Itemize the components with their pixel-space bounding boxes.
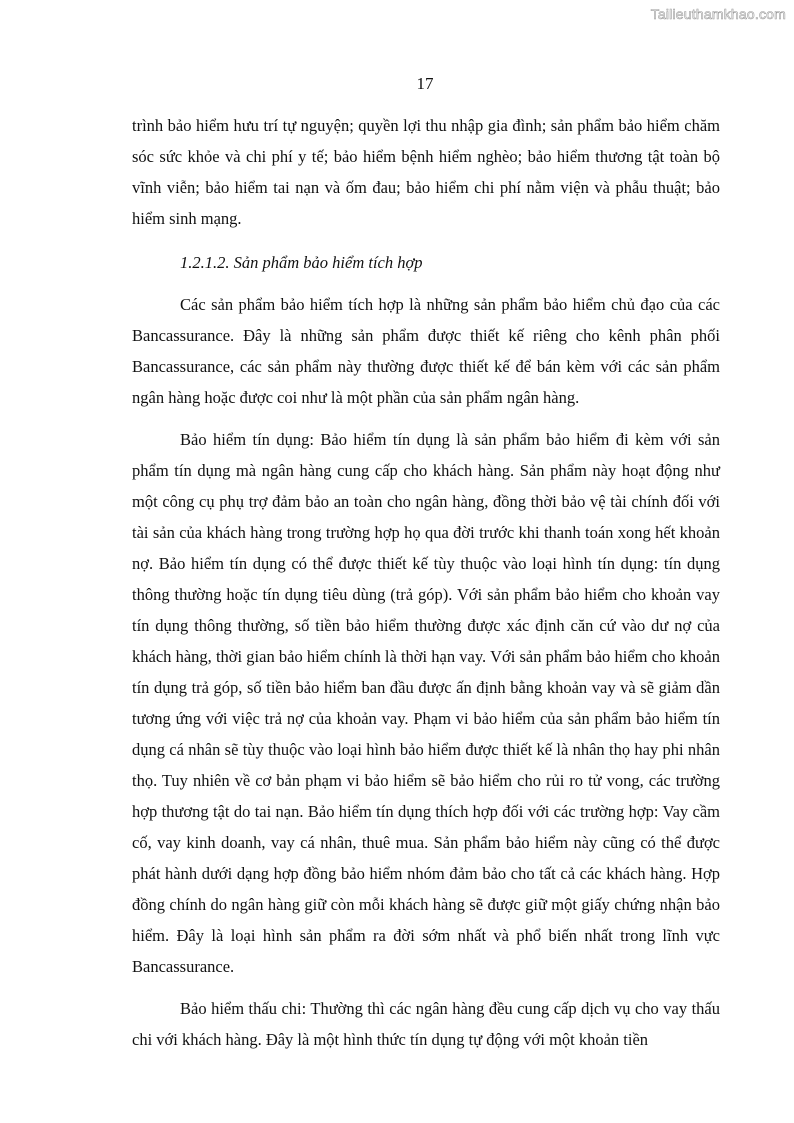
paragraph-credit-insurance: Bảo hiểm tín dụng: Bảo hiểm tín dụng là sản phẩm bảo hiểm đi kèm với sản phẩm tín dụng mà ngân hàng cung cấp cho khách hàng. Sản phẩm này hoạt động như một công cụ phụ trợ đảm bảo an toàn cho ngân hàng, đồng thời bảo vệ tài chính đối với tài sản của khách hàng trong trường hợp họ qua đời trước khi thanh toán xong hết khoản nợ. Bảo hiểm tín dụng có thể được thiết kế tùy thuộc vào loại hình tín dụng: tín dụng thông thường hoặc tín dụng tiêu dùng (trả góp). Với sản phẩm bảo hiểm cho khoản vay tín dụng thông thường, số tiền bảo hiểm thường được xác định căn cứ vào dư nợ của khách hàng, thời gian bảo hiểm chính là thời hạn vay. Với sản phẩm bảo hiểm cho khoản tín dụng trả góp, số tiền bảo hiểm ban đầu được ấn định bằng khoản vay và sẽ giảm dần tương ứng với việc trả nợ của khoản vay. Phạm vi bảo hiểm của sản phẩm bảo hiểm tín dụng cá nhân sẽ tùy thuộc vào loại hình bảo hiểm được thiết kế là nhân thọ hay phi nhân thọ. Tuy nhiên về cơ bản phạm vi bảo hiểm sẽ bảo hiểm cho rủi ro tử vong, các trường hợp thương tật do tai nạn. Bảo hiểm tín dụng thích hợp đối với các trường hợp: Vay cầm cố, vay kinh doanh, vay cá nhân, thuê mua. Sản phẩm bảo hiểm này cũng có thể được phát hành dưới dạng hợp đồng bảo hiểm nhóm đảm bảo cho tất cả các khách hàng. Hợp đồng chính do ngân hàng giữ còn mỗi khách hàng sẽ được giữ một giấy chứng nhận bảo hiểm. Đây là loại hình sản phẩm ra đời sớm nhất và phổ biến nhất trong lĩnh vực Bancassurance. [132, 430, 720, 976]
paragraph-overdraft-insurance: Bảo hiểm thấu chi: Thường thì các ngân hàng đều cung cấp dịch vụ cho vay thấu chi với khách hàng. Đây là một hình thức tín dụng tự động với một khoản tiền [132, 999, 720, 1049]
watermark: Tailieuthamkhao.com [650, 6, 786, 22]
paragraph-integrated-products: Các sản phẩm bảo hiểm tích hợp là những sản phẩm bảo hiểm chủ đạo của các Bancassurance. Đây là những sản phẩm được thiết kế riêng cho kênh phân phối Bancassurance, các sản phẩm này thường được thiết kế để bán kèm với các sản phẩm ngân hàng hoặc được coi như là một phần của sản phẩm ngân hàng. [132, 295, 720, 407]
section-heading: 1.2.1.2. Sản phẩm bảo hiểm tích hợp [180, 253, 423, 272]
page-number: 17 [416, 74, 434, 93]
paragraph-continuation: trình bảo hiểm hưu trí tự nguyện; quyền lợi thu nhập gia đình; sản phẩm bảo hiểm chăm sóc sức khỏe và chi phí y tế; bảo hiểm bệnh hiểm nghèo; bảo hiểm thương tật toàn bộ vĩnh viễn; bảo hiểm tai nạn và ốm đau; bảo hiểm chi phí nằm viện và phẫu thuật; bảo hiểm sinh mạng. [132, 116, 720, 228]
document-body [132, 110, 720, 1055]
